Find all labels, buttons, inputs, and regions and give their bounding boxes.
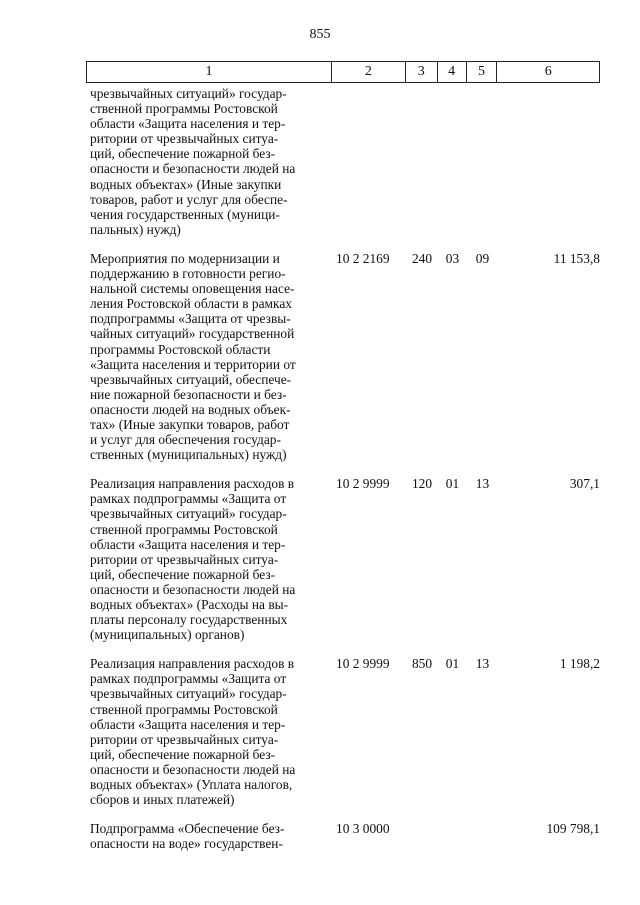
row-target-code: 10 3 0000 <box>336 821 390 837</box>
header-col-6: 6 <box>544 64 552 79</box>
header-col-5: 5 <box>467 62 498 82</box>
row-description: Реализация направления расходов в рамках подпрограммы «Защита от чрезвычайных ситуаций» государ- ственной программы Ростовской области «Защита населения и тер- ритории от чрезвычайных ситуа- ций, обеспечение пожарной без- опасности и безопасности людей на водных объектах» (Расходы на вы- платы персоналу государственных (муниципальных) органов) <box>90 476 296 643</box>
row-section: 01 <box>445 656 460 672</box>
row-target-code: 10 2 2169 <box>336 250 390 266</box>
table-row <box>86 86 600 237</box>
row-amount: 307,1 <box>569 476 600 492</box>
page-number: 855 <box>309 27 331 42</box>
table-body <box>86 86 600 865</box>
row-description: Подпрограмма «Обеспечение без- опасности на воде» государствен- <box>90 821 285 852</box>
row-amount: 109 798,1 <box>546 821 600 837</box>
header-col-2: 2 <box>332 62 406 82</box>
row-target-code: 10 2 9999 <box>336 656 390 672</box>
row-amount: 1 198,2 <box>559 656 600 672</box>
header-col-3: 3 <box>406 62 438 82</box>
table-row <box>86 821 600 851</box>
row-expense-type: 240 <box>411 250 433 266</box>
row-description: чрезвычайных ситуаций» государ- ственной программы Ростовской области «Защита населения и тер- ритории от чрезвычайных ситуа- ций, обеспечение пожарной без- опасности и безопасности людей на водных объектах» (Иные закупки товаров, работ и услуг для обеспе- чения государственных (муници- пальных) нужд) <box>90 86 296 237</box>
row-expense-type: 850 <box>411 656 433 672</box>
table-row <box>86 476 600 642</box>
row-target-code: 10 2 9999 <box>336 476 390 492</box>
row-amount: 11 153,8 <box>553 250 600 266</box>
header-col-1: 1 <box>87 62 332 82</box>
row-subsection: 13 <box>475 656 490 672</box>
header-col-4: 4 <box>438 62 467 82</box>
table-row <box>86 251 600 462</box>
row-description: Реализация направления расходов в рамках подпрограммы «Защита от чрезвычайных ситуаций» государ- ственной программы Ростовской области «Защита населения и тер- ритории от чрезвычайных ситуа- ций, обеспечение пожарной без- опасности и безопасности людей на водных объектах» (Уплата налогов, сборов и иных платежей) <box>90 656 296 808</box>
row-section: 01 <box>445 476 460 492</box>
row-description: Мероприятия по модернизации и поддержанию в готовности регио- нальной системы оповещения насе- ления Ростовской области в рамках подпрограммы «Защита от чрезвы- чайных ситуаций» государственной программы Ростовской области «Защита населения и территории от чрезвычайных ситуаций, обеспече- ние пожарной безопасности и без- опасности людей на водных объек- тах» (Иные закупки товаров, работ и услуг для обеспечения государ- ственных (муниципальных) нужд) <box>90 250 296 463</box>
row-subsection: 09 <box>475 250 490 266</box>
row-subsection: 13 <box>475 476 490 492</box>
row-section: 03 <box>445 250 460 266</box>
table-header <box>86 61 600 83</box>
table-row <box>86 656 600 807</box>
row-expense-type: 120 <box>411 476 433 492</box>
